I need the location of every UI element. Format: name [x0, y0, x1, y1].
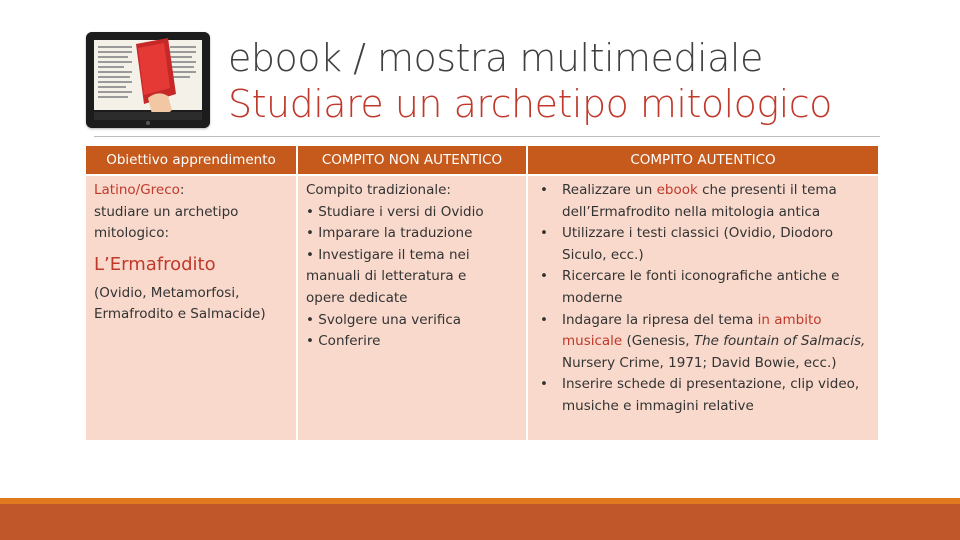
task-table	[86, 146, 878, 440]
topic-highlight: L’Ermafrodito	[94, 253, 216, 275]
cell-compito-autentico	[528, 176, 878, 440]
traditional-task-line: • Studiare i versi di Ovidio	[306, 203, 484, 220]
traditional-task-line: • Svolgere una verifica	[306, 311, 462, 328]
objective-line: studiare un archetipo	[94, 203, 239, 220]
traditional-task-line: opere dedicate	[306, 289, 408, 306]
traditional-task-line: • Imparare la traduzione	[306, 225, 473, 242]
source-note: Ermafrodito e Salmacide)	[94, 306, 266, 323]
traditional-task-line: • Conferire	[306, 333, 381, 350]
tablet-ebook-image	[86, 32, 210, 128]
list-item: • Indagare la ripresa del tema in ambito musicale (Genesis, The fountain of Salmacis, Nursery Crime, 1971; David Bowie, ecc.)	[536, 310, 870, 375]
source-note: (Ovidio, Metamorfosi,	[94, 284, 240, 301]
list-item: • Realizzare un ebook che presenti il tema dell’Ermafrodito nella mitologia antica	[536, 180, 870, 223]
title-divider	[94, 136, 880, 137]
traditional-task-line: Compito tradizionale:	[306, 182, 451, 198]
page-subtitle: Studiare un archetipo mitologico	[228, 82, 832, 126]
page-title: ebook / mostra multimediale	[228, 36, 763, 80]
header-compito-non-autentico: COMPITO NON AUTENTICO	[298, 146, 526, 174]
authentic-task-list	[536, 180, 870, 418]
list-item: • Inserire schede di presentazione, clip video, musiche e immagini relative	[536, 374, 870, 417]
list-item: • Utilizzare i testi classici (Ovidio, Diodoro Siculo, ecc.)	[536, 223, 870, 266]
traditional-task-line: • Investigare il tema nei	[306, 246, 470, 263]
header-compito-autentico: COMPITO AUTENTICO	[528, 146, 878, 174]
cell-compito-non-autentico	[298, 176, 526, 440]
header-obiettivo: Obiettivo apprendimento	[86, 146, 296, 174]
traditional-task-line: manuali di letteratura e	[306, 268, 467, 285]
cell-obiettivo	[86, 176, 296, 440]
footer-bar	[0, 504, 960, 540]
subject-label: Latino/Greco	[94, 182, 180, 198]
objective-line: mitologico:	[94, 225, 170, 242]
list-item: • Ricercare le fonti iconografiche antiche e moderne	[536, 266, 870, 309]
subject-colon: :	[179, 182, 185, 198]
